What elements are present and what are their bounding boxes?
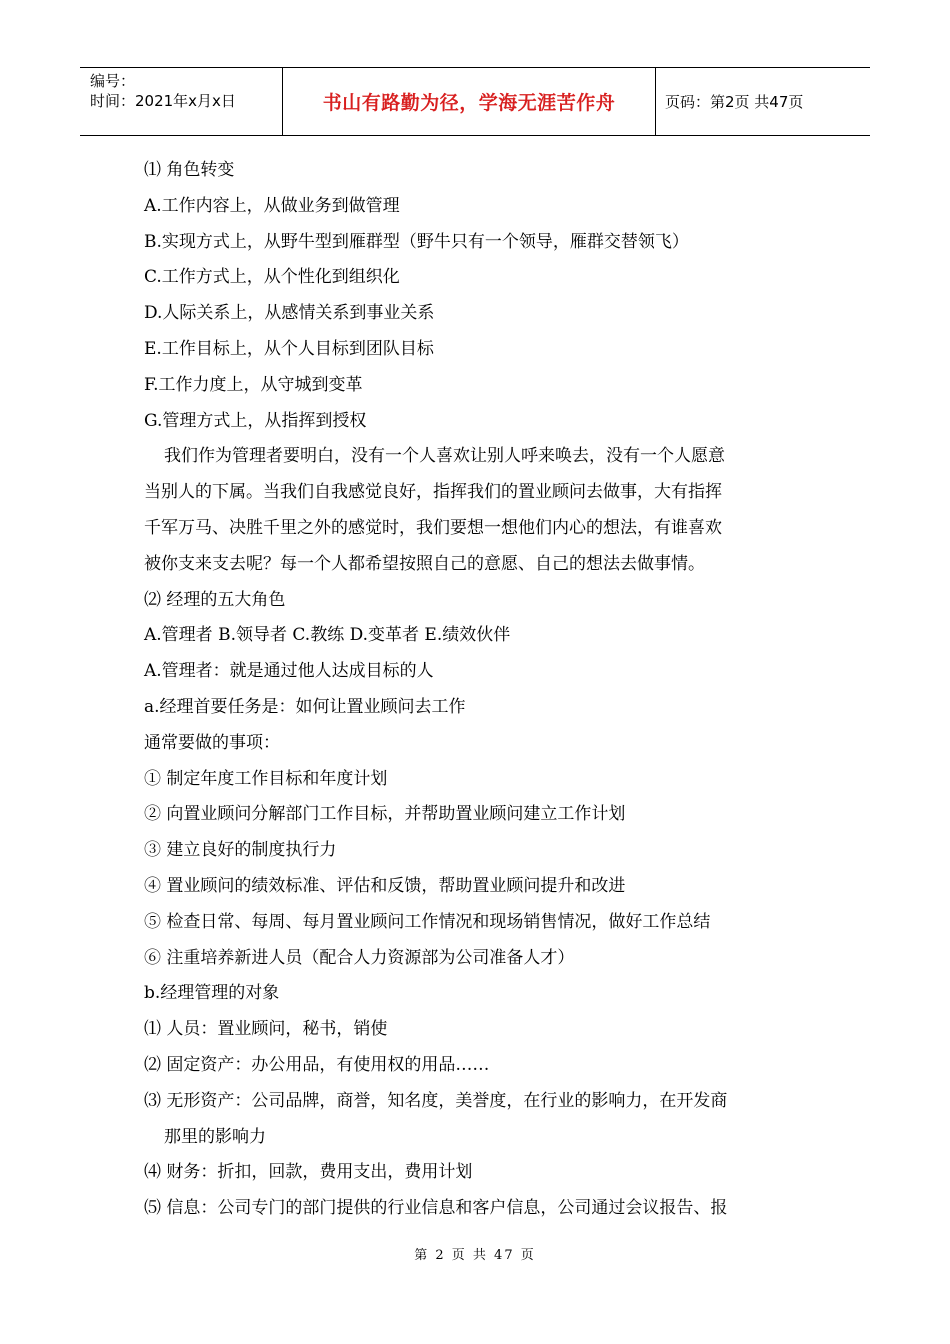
list-item: ⑷ 财务：折扣，回款，费用支出，费用计划 xyxy=(144,1162,473,1183)
list-item: ⑥ 注重培养新进人员（配合人力资源部为公司准备人才） xyxy=(144,947,575,968)
list-item-continuation: 那里的影响力 xyxy=(164,1126,266,1147)
list-item: ① 制定年度工作目标和年度计划 xyxy=(144,768,388,789)
page-code: 页码：第2页 共47页 xyxy=(665,93,804,111)
time-label: 时间：2021年x月x日 xyxy=(90,92,236,110)
list-item: D.人际关系上，从感情关系到事业关系 xyxy=(144,303,435,324)
list-item: A.管理者：就是通过他人达成目标的人 xyxy=(144,661,434,682)
motto: 书山有路勤为径，学海无涯苦作舟 xyxy=(322,92,616,114)
list-item: ⑴ 人员：置业顾问，秘书，销使 xyxy=(144,1019,388,1040)
list-item: ④ 置业顾问的绩效标准、评估和反馈，帮助置业顾问提升和改进 xyxy=(144,875,626,896)
list-item: ⑶ 无形资产：公司品牌，商誉，知名度，美誉度，在行业的影响力，在开发商 xyxy=(144,1090,728,1111)
heading-role-change: ⑴ 角色转变 xyxy=(144,160,235,180)
list-item: F.工作力度上，从守城到变革 xyxy=(144,374,363,395)
list-item: ⑤ 检查日常、每周、每月置业顾问工作情况和现场销售情况，做好工作总结 xyxy=(144,911,711,932)
list-item: E.工作目标上，从个人目标到团队目标 xyxy=(144,338,434,359)
paragraph-line: 被你支来支去呢？每一个人都希望按照自己的意愿、自己的想法去做事情。 xyxy=(144,553,705,574)
list-item: A.工作内容上，从做业务到做管理 xyxy=(144,195,400,216)
paragraph-line: 我们作为管理者要明白，没有一个人喜欢让别人呼来唤去，没有一个人愿意 xyxy=(164,446,725,467)
list-item: ② 向置业顾问分解部门工作目标，并帮助置业顾问建立工作计划 xyxy=(144,804,626,825)
heading-five-roles: ⑵ 经理的五大角色 xyxy=(144,589,286,610)
list-item: G.管理方式上，从指挥到授权 xyxy=(144,410,367,431)
header-left-cell xyxy=(80,68,283,135)
paragraph-line: 当别人的下属。当我们自我感觉良好，指挥我们的置业顾问去做事，大有指挥 xyxy=(144,482,722,503)
page-footer: 第 2 页 共 47 页 xyxy=(414,1248,536,1263)
list-item: B.实现方式上，从野牛型到雁群型（野牛只有一个领导，雁群交替领飞） xyxy=(144,231,689,252)
roles-list: A.管理者 B.领导者 C.教练 D.变革者 E.绩效伙伴 xyxy=(144,625,511,646)
list-item: b.经理管理的对象 xyxy=(144,983,280,1004)
paragraph-line: 千军万马、决胜千里之外的感觉时，我们要想一想他们内心的想法，有谁喜欢 xyxy=(144,517,722,538)
list-item: ⑵ 固定资产：办公用品，有使用权的用品…… xyxy=(144,1054,490,1075)
page-header xyxy=(80,67,870,136)
list-item: ③ 建立良好的制度执行力 xyxy=(144,840,337,861)
list-item: ⑸ 信息：公司专门的部门提供的行业信息和客户信息，公司通过会议报告、报 xyxy=(144,1198,728,1219)
list-item: C.工作方式上，从个性化到组织化 xyxy=(144,267,400,288)
list-item: a.经理首要任务是：如何让置业顾问去工作 xyxy=(144,696,466,717)
document-body xyxy=(144,153,814,1227)
list-item: 通常要做的事项： xyxy=(144,732,280,753)
number-label: 编号： xyxy=(90,72,136,90)
header-motto-cell xyxy=(283,68,656,135)
header-page-cell xyxy=(656,68,870,135)
